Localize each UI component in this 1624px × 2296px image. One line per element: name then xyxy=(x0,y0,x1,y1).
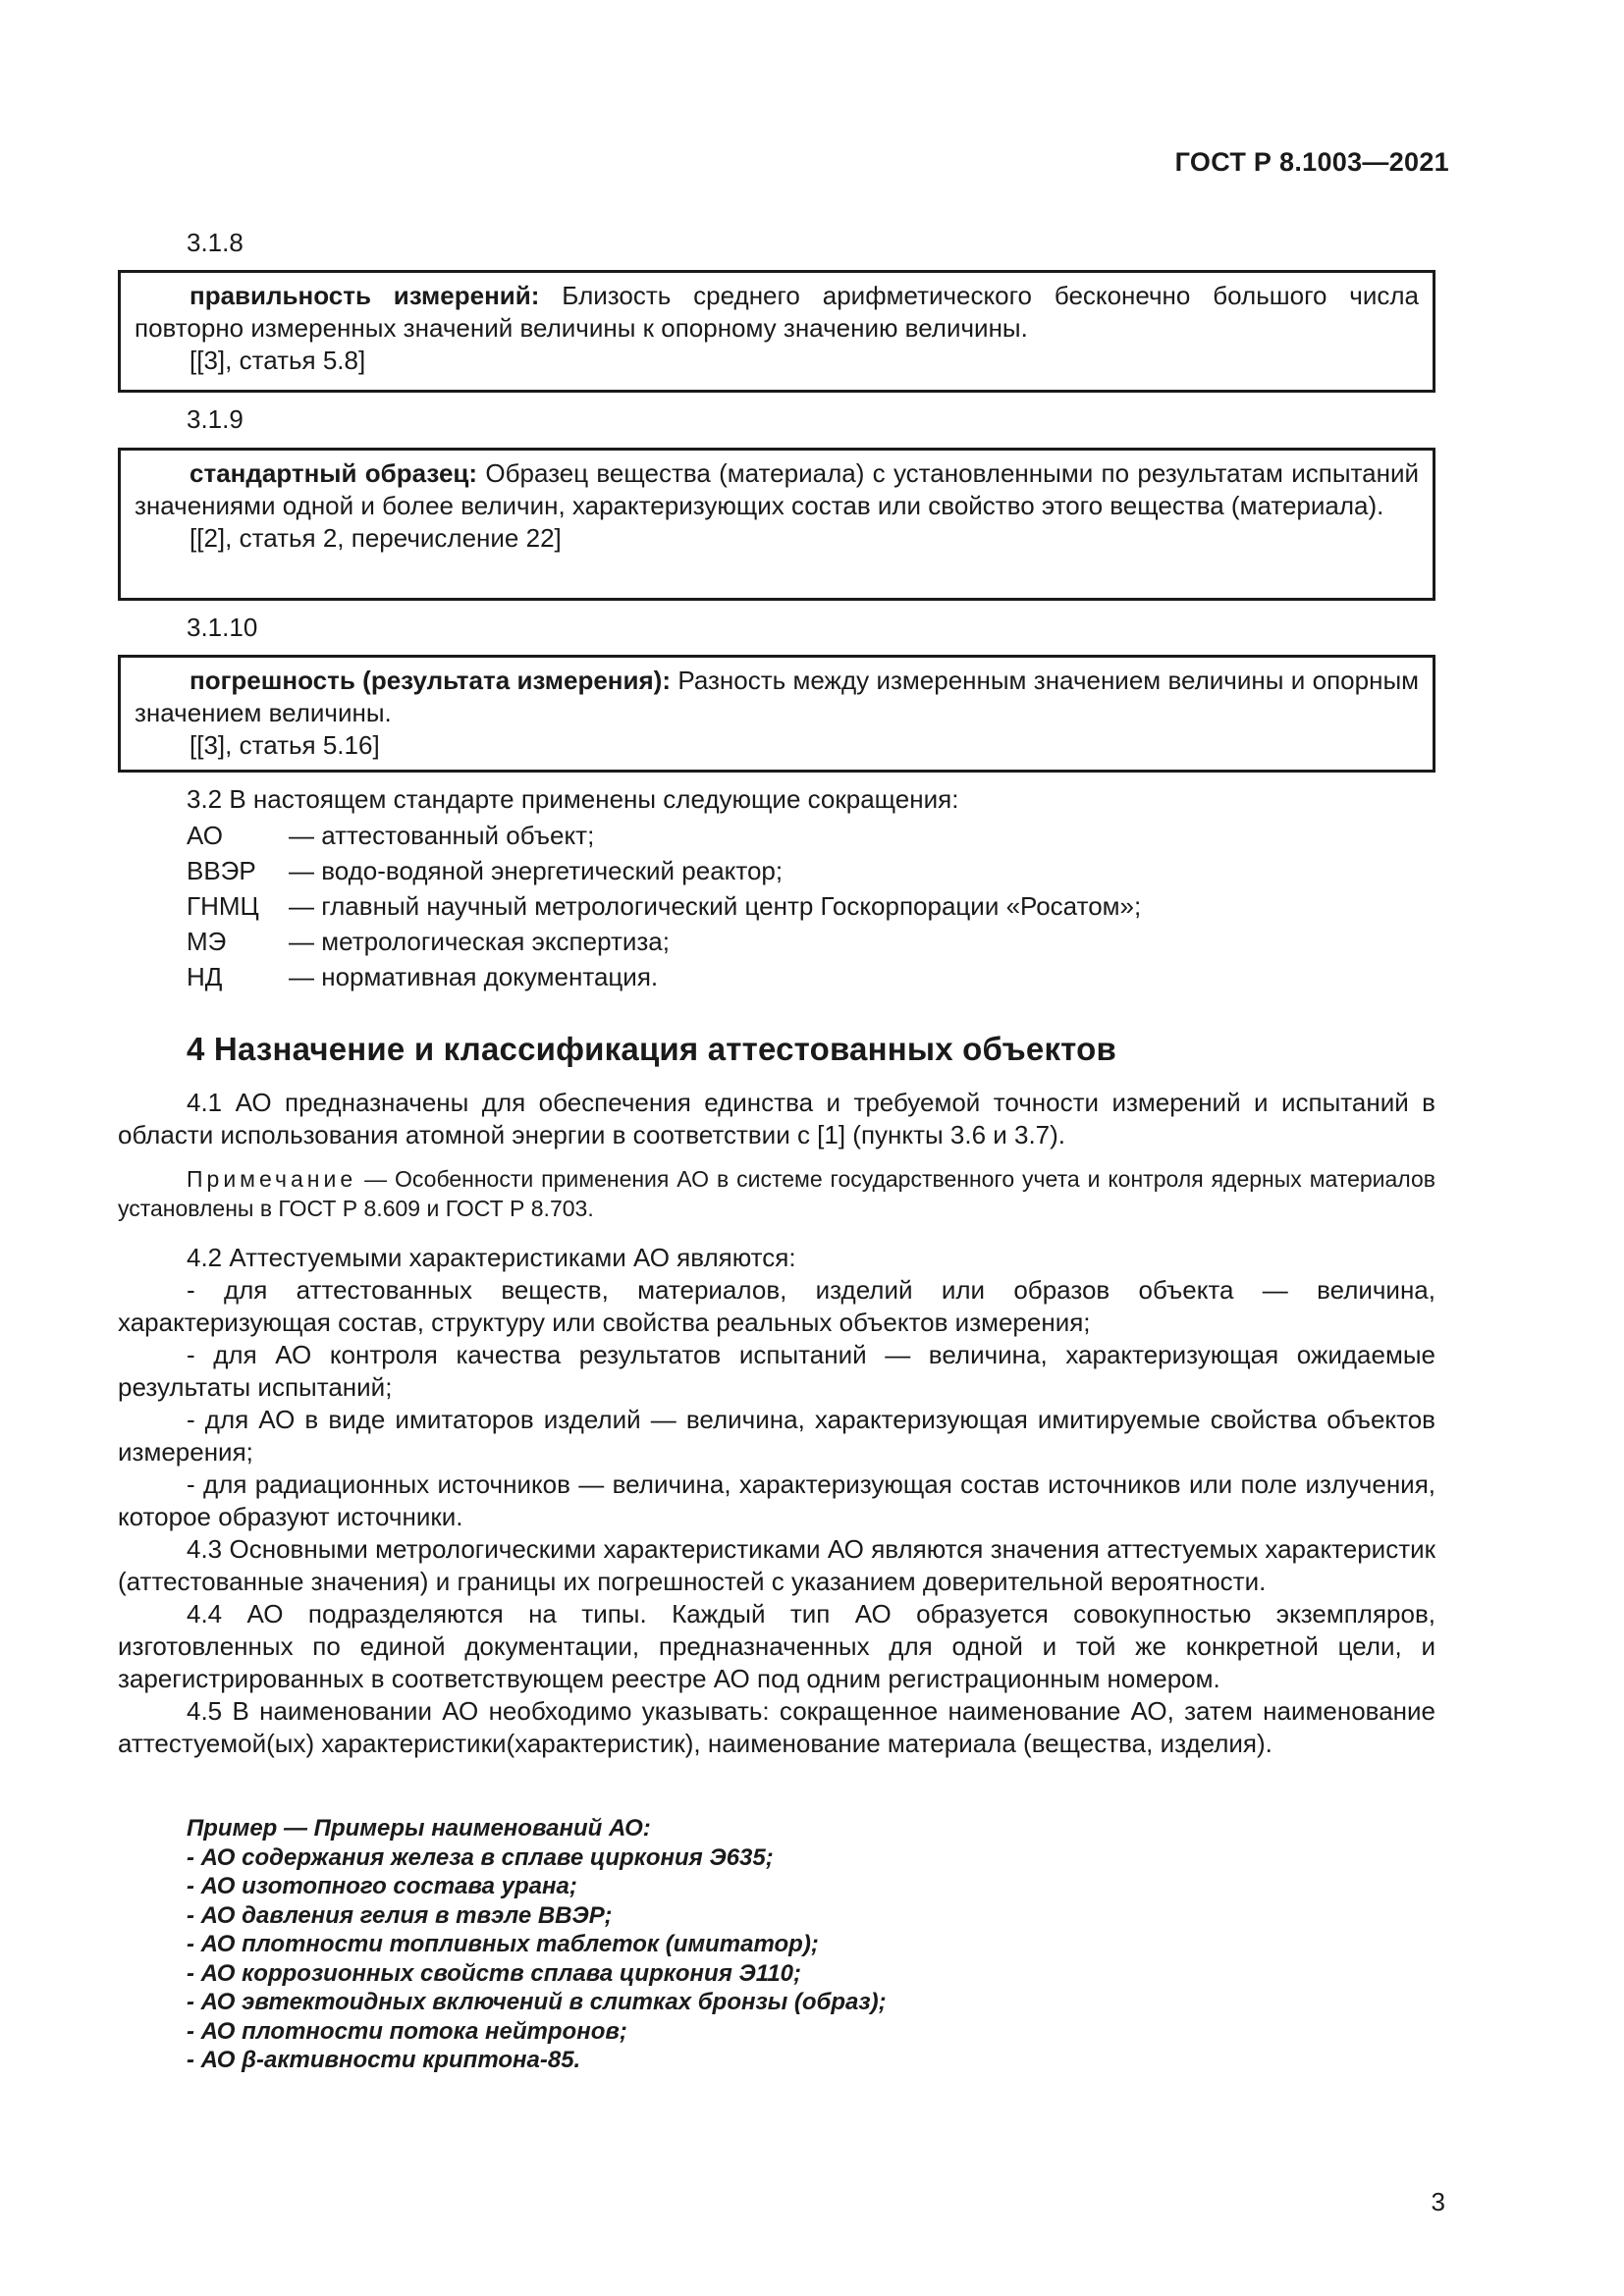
term-name: погрешность (результата измерения): xyxy=(189,666,671,695)
section-title: 4 Назначение и классификация аттестованных объектов xyxy=(187,1031,1116,1067)
paragraph-4-3: 4.3 Основными метрологическими характеристиками АО являются значения аттестуемых характеристик (аттестованные значения) и границы их погрешностей с указанием доверительной вероятности. xyxy=(118,1534,1435,1596)
abbreviation-item xyxy=(187,959,658,994)
paragraph-4-5: 4.5 В наименовании АО необходимо указывать: сокращенное наименование АО, затем наименование аттестуемой(ых) характеристики(характеристик), наименование материала (вещества, изделия). xyxy=(118,1696,1435,1758)
term-definition-box xyxy=(118,270,1435,393)
term-text: Разность между измеренным значением величины и опорным значением величины. xyxy=(135,666,1420,727)
abbreviation-definition: — водо-водяной энергетический реактор; xyxy=(289,856,784,885)
paragraph-4-1: 4.1 АО предназначены для обеспечения единства и требуемой точности измерений и испытаний в области использования атомной энергии в соответствии с [1] (пункты 3.6 и 3.7). xyxy=(118,1088,1435,1149)
abbreviation: АО xyxy=(187,821,223,850)
abbreviations-intro: 3.2 В настоящем стандарте применены следующие сокращения: xyxy=(187,784,959,814)
term-text: Близость среднего арифметического бесконечно большого числа повторно измеренных значений величины к опорному значению величины. xyxy=(135,281,1420,343)
list-item: - для АО контроля качества результатов испытаний — величина, характеризующая ожидаемые результаты испытаний; xyxy=(118,1340,1435,1402)
example-item: - АО плотности потока нейтронов; xyxy=(187,2017,627,2045)
term-source: [[2], статья 2, перечисление 22] xyxy=(189,523,562,553)
abbreviation: МЭ xyxy=(187,927,227,956)
section-4-body xyxy=(118,1242,1435,1760)
document-header: ГОСТ Р 8.1003—2021 xyxy=(1174,147,1449,177)
example-item: - АО изотопного состава урана; xyxy=(187,1873,577,1899)
example-item: - АО эвтектоидных включений в слитках бронзы (образ); xyxy=(187,1989,887,2015)
term-name: правильность измерений: xyxy=(189,281,540,310)
example-item: - АО содержания железа в сплаве циркония Э635; xyxy=(187,1843,774,1871)
abbreviation-item xyxy=(187,853,783,888)
term-definition-box xyxy=(118,655,1435,773)
term-name: стандартный образец: xyxy=(189,458,478,488)
abbreviation: ВВЭР xyxy=(187,856,256,885)
abbreviation-definition: — метрологическая экспертиза; xyxy=(289,927,670,956)
term-definition-box xyxy=(118,448,1435,601)
example-item: - АО β-активности криптона-85. xyxy=(187,2047,581,2073)
abbreviation-definition: — главный научный метрологический центр Госкорпорации «Росатом»; xyxy=(289,891,1142,921)
example-block xyxy=(187,1814,887,2075)
note xyxy=(118,1164,1435,1223)
note-label: Примечание xyxy=(187,1166,357,1192)
term-definition xyxy=(135,665,1419,729)
paragraph-4-1-block xyxy=(118,1087,1435,1151)
example-item: - АО плотности топливных таблеток (имитатор); xyxy=(187,1931,819,1957)
list-item: - для аттестованных веществ, материалов, изделий или образов объекта — величина, характеризующая состав, структуру или свойства реальных объектов измерения; xyxy=(118,1275,1435,1337)
term-definition xyxy=(135,457,1419,522)
list-item: - для радиационных источников — величина, характеризующая состав источников или поле излучения, которое образуют источники. xyxy=(118,1469,1435,1531)
term-source: [[3], статья 5.8] xyxy=(189,346,366,375)
abbreviation-item xyxy=(187,818,594,853)
abbreviation-definition: — аттестованный объект; xyxy=(289,821,595,850)
abbreviation: НД xyxy=(187,962,223,991)
example-heading: Пример — Примеры наименований АО: xyxy=(187,1815,651,1842)
example-item: - АО давления гелия в твэле ВВЭР; xyxy=(187,1901,613,1929)
page-number: 3 xyxy=(1431,2187,1445,2216)
abbreviation: ГНМЦ xyxy=(187,891,259,921)
term-definition xyxy=(135,280,1419,345)
paragraph-4-4: 4.4 АО подразделяются на типы. Каждый тип АО образуется совокупностью экземпляров, изготовленных по единой документации, предназначенных для одной и той же конкретной цели, и зарегистрированных в соответствующем реестре АО под одним регистрационным номером. xyxy=(118,1599,1435,1693)
paragraph-4-2: 4.2 Аттестуемыми характеристиками АО являются: xyxy=(187,1243,796,1272)
term-text: Образец вещества (материала) с установленными по результатам испытаний значениями одной и более величин, характеризующих состав или свойство этого вещества (материала). xyxy=(135,458,1419,520)
note-text: — Особенности применения АО в системе государственного учета и контроля ядерных материалов установлены в ГОСТ Р 8.609 и ГОСТ Р 8.703. xyxy=(118,1166,1435,1221)
list-item: - для АО в виде имитаторов изделий — величина, характеризующая имитируемые свойства объектов измерения; xyxy=(118,1405,1435,1467)
term-number: 3.1.9 xyxy=(187,404,244,434)
abbreviation-item xyxy=(187,888,1141,924)
term-source: [[3], статья 5.16] xyxy=(189,730,380,760)
note-block xyxy=(118,1164,1435,1223)
term-number: 3.1.10 xyxy=(187,613,258,642)
example-item: - АО коррозионных свойств сплава циркония Э110; xyxy=(187,1959,802,1987)
abbreviation-definition: — нормативная документация. xyxy=(289,962,659,991)
abbreviation-item xyxy=(187,924,670,959)
term-number: 3.1.8 xyxy=(187,228,244,257)
